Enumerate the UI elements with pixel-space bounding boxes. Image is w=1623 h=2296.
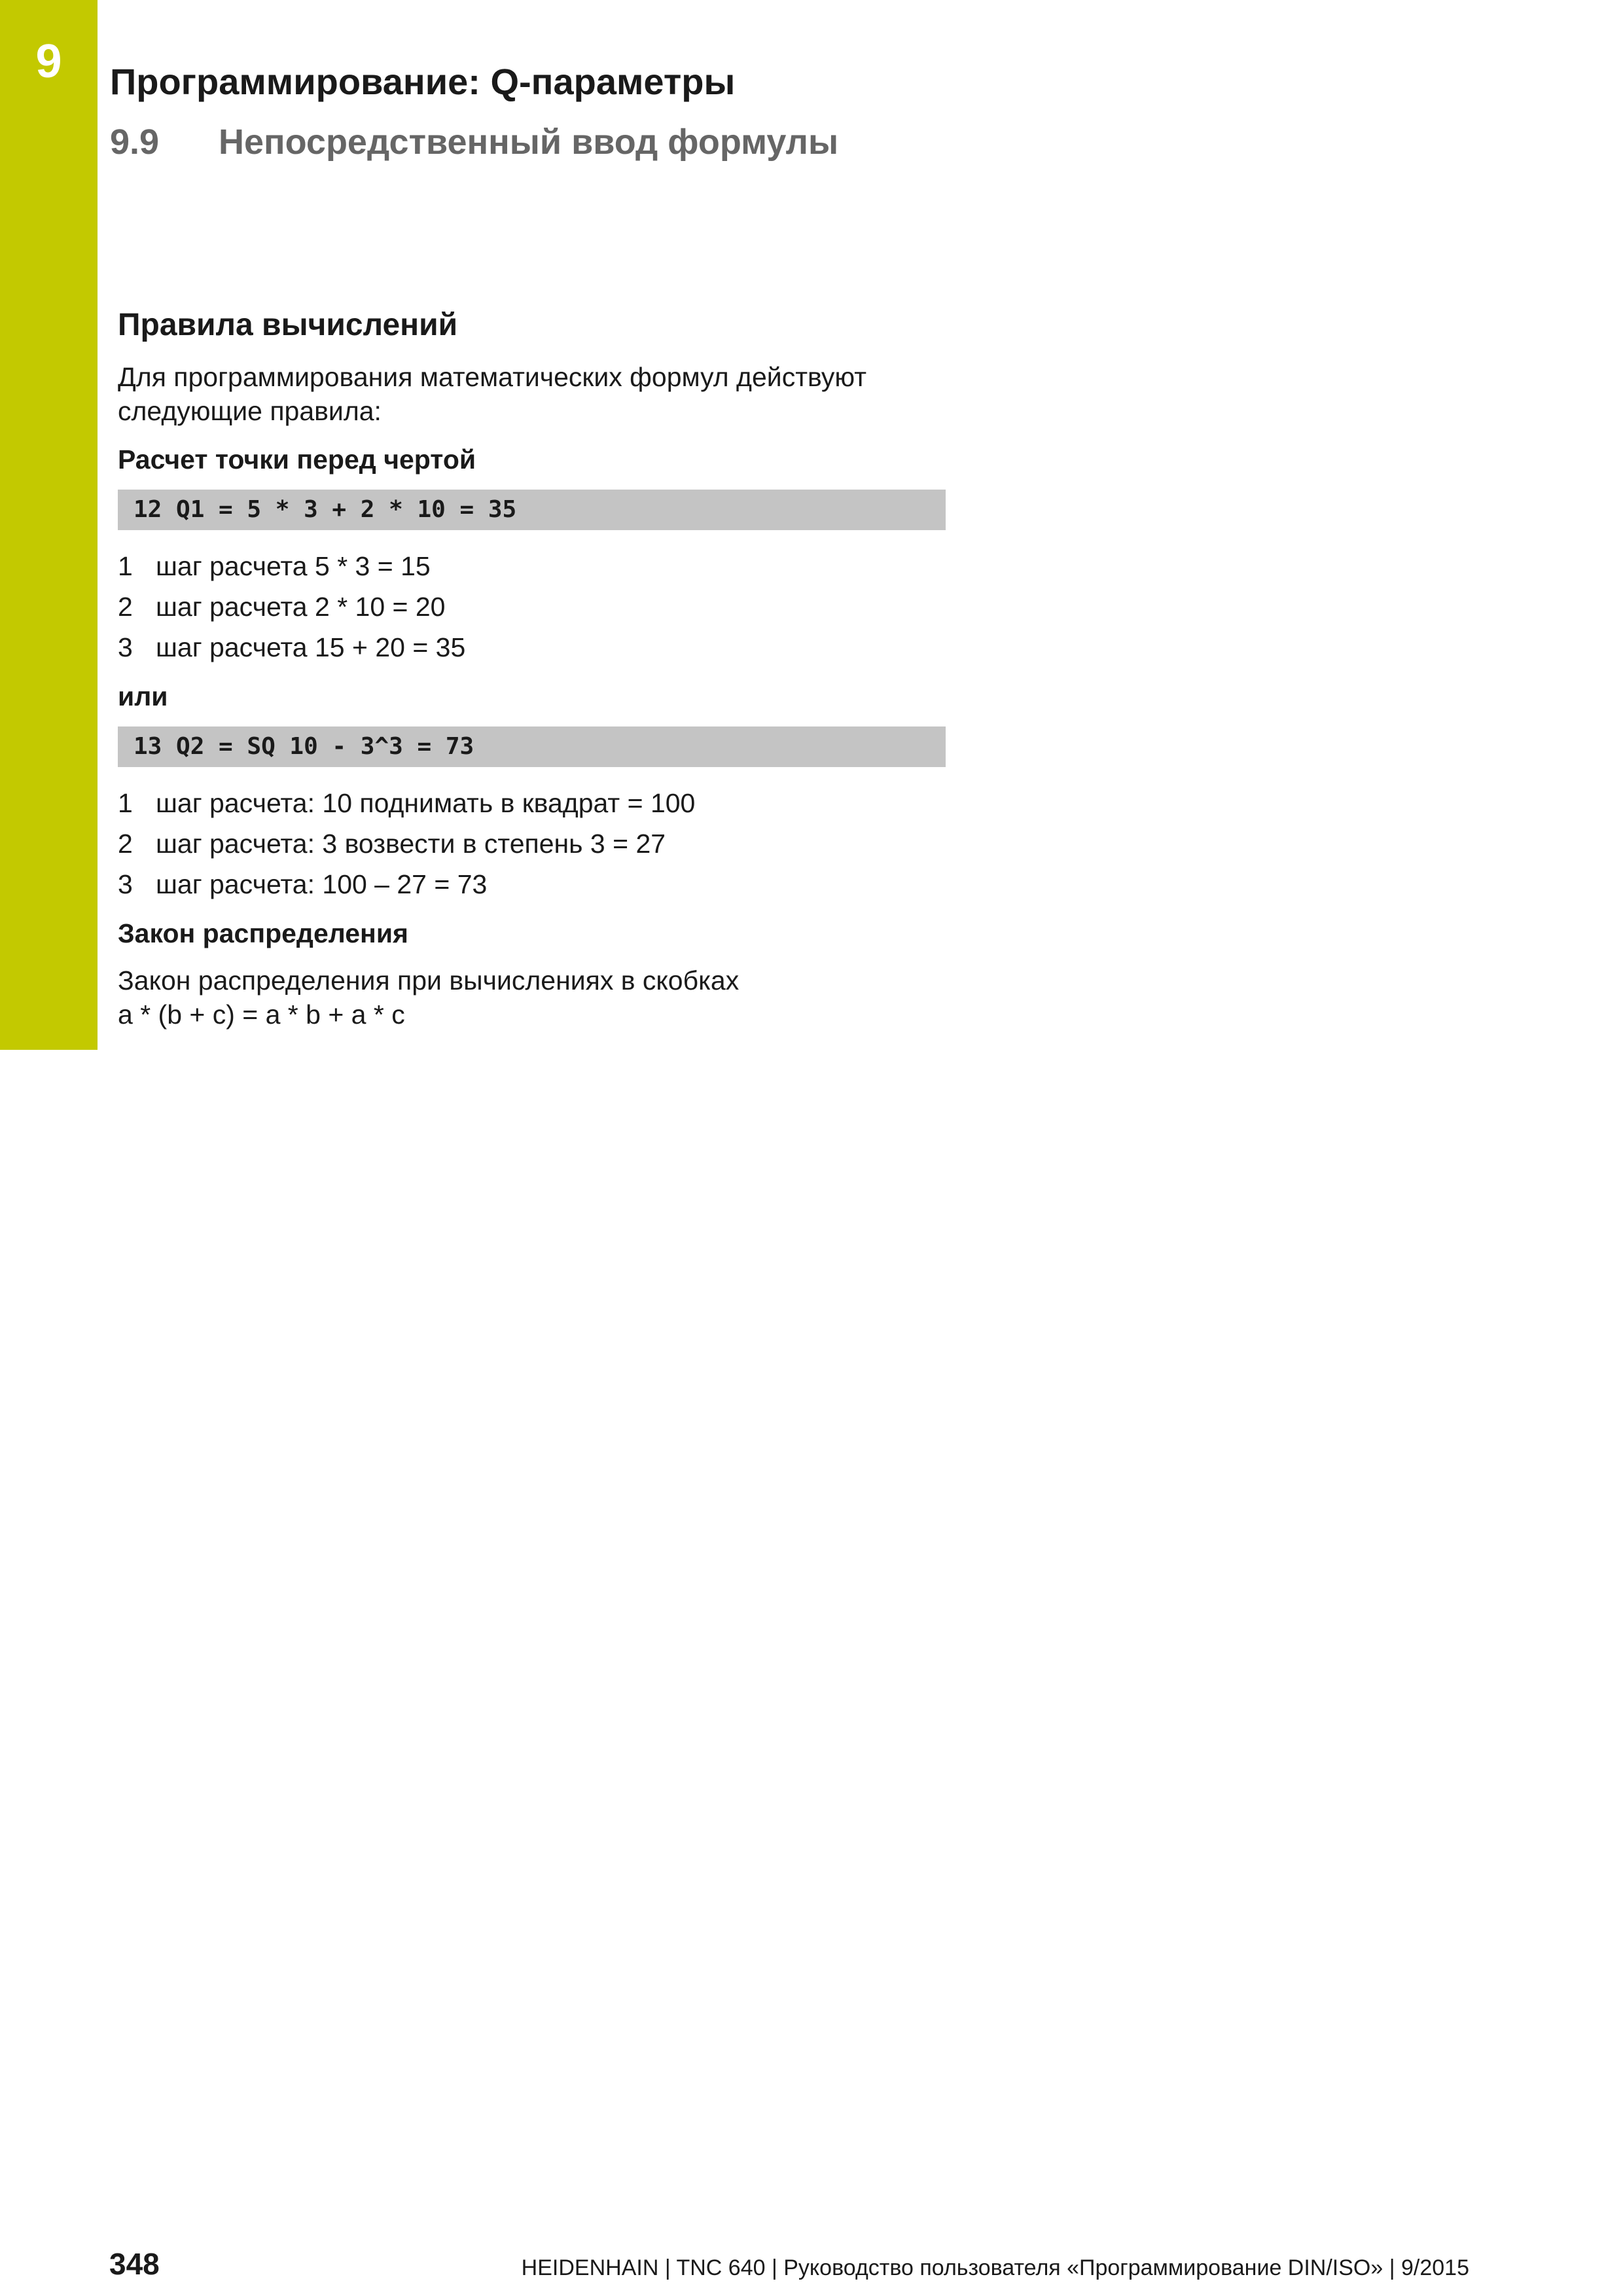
step-number: 2: [118, 828, 133, 859]
or-label: или: [118, 681, 168, 711]
rule2-formula: a * (b + c) = a * b + a * c: [118, 999, 405, 1030]
step-text: шаг расчета 15 + 20 = 35: [156, 632, 466, 662]
steps-list-2: [118, 783, 946, 905]
list-item: [118, 783, 946, 823]
rule2-text-line1: Закон распределения при вычислениях в скобках: [118, 965, 740, 996]
section-number: 9.9: [110, 122, 160, 162]
step-number: 1: [118, 787, 133, 818]
list-item: [118, 546, 946, 586]
main-content: [118, 306, 946, 1046]
intro-paragraph: Для программирования математических формул действуют следующие правила:: [118, 361, 866, 426]
code-example-2: 13 Q2 = SQ 10 - 3^3 = 73: [118, 726, 946, 767]
list-item: [118, 864, 946, 905]
step-number: 3: [118, 632, 133, 662]
code-example-1: 12 Q1 = 5 * 3 + 2 * 10 = 35: [118, 490, 946, 530]
step-text: шаг расчета: 100 – 27 = 73: [156, 869, 488, 899]
step-text: шаг расчета 2 * 10 = 20: [156, 591, 446, 622]
step-text: шаг расчета: 3 возвести в степень 3 = 27: [156, 828, 666, 859]
list-item: [118, 586, 946, 627]
chapter-sidebar: [0, 0, 98, 1050]
chapter-title: Программирование: Q-параметры: [110, 61, 736, 102]
step-number: 1: [118, 550, 133, 581]
rule2-paragraph: [118, 963, 946, 1031]
page-number: 348: [109, 2247, 160, 2281]
list-item: [118, 823, 946, 864]
step-text: шаг расчета: 10 поднимать в квадрат = 100: [156, 787, 696, 818]
section-title: Непосредственный ввод формулы: [219, 122, 839, 162]
rule1-heading: Расчет точки перед чертой: [118, 444, 476, 475]
step-number: 3: [118, 869, 133, 899]
rules-heading: Правила вычислений: [118, 308, 458, 342]
rule2-heading: Закон распределения: [118, 918, 408, 948]
step-number: 2: [118, 591, 133, 622]
footer-text: HEIDENHAIN | TNC 640 | Руководство пользователя «Программирование DIN/ISO» | 9/2015: [521, 2255, 1469, 2280]
list-item: [118, 627, 946, 668]
steps-list-1: [118, 546, 946, 668]
chapter-number: 9: [35, 35, 62, 88]
step-text: шаг расчета 5 * 3 = 15: [156, 550, 431, 581]
